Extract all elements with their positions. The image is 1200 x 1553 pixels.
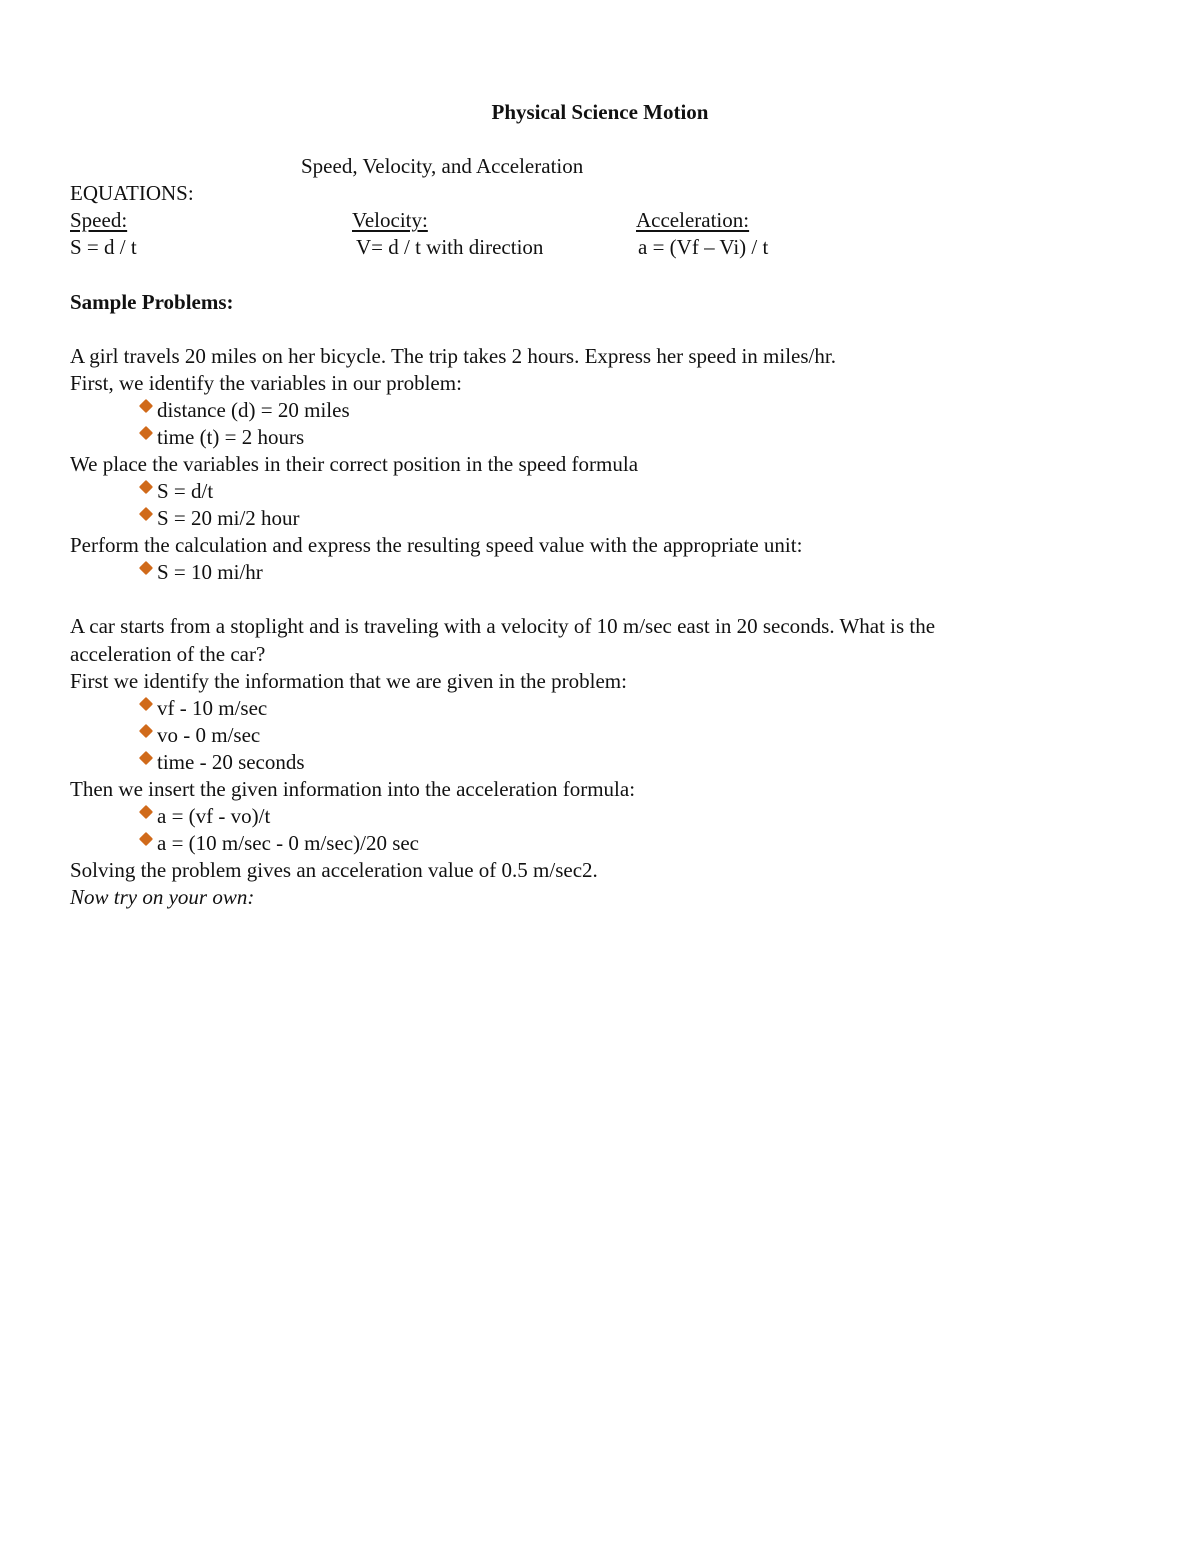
- problem2-statement-line2: acceleration of the car?: [70, 642, 266, 666]
- problem1-step3: Perform the calculation and express the resulting speed value with the appropriate unit:: [70, 533, 803, 557]
- problem2-step2: Then we insert the given information into the acceleration formula:: [70, 777, 636, 801]
- velocity-label: Velocity:: [352, 208, 428, 232]
- diamond-bullet-icon: [139, 426, 153, 440]
- list-item: S = 20 mi/2 hour: [141, 505, 300, 532]
- diamond-bullet-icon: [139, 805, 153, 819]
- diamond-bullet-icon: [139, 724, 153, 738]
- list-item: S = d/t: [141, 478, 213, 505]
- speed-formula: S = d / t: [70, 235, 137, 259]
- problem1-step1: First, we identify the variables in our problem:: [70, 371, 462, 395]
- problem2-statement-line1: A car starts from a stoplight and is traveling with a velocity of 10 m/sec east in 20 seconds. What is the: [70, 614, 936, 638]
- diamond-bullet-icon: [139, 507, 153, 521]
- diamond-bullet-icon: [139, 561, 153, 575]
- diamond-bullet-icon: [139, 480, 153, 494]
- diamond-bullet-icon: [139, 399, 153, 413]
- sample-problems-heading: Sample Problems:: [70, 290, 234, 314]
- list-item: a = (10 m/sec - 0 m/sec)/20 sec: [141, 830, 419, 857]
- list-item: time - 20 seconds: [141, 749, 305, 776]
- diamond-bullet-icon: [139, 832, 153, 846]
- list-item: time (t) = 2 hours: [141, 424, 304, 451]
- diamond-bullet-icon: [139, 697, 153, 711]
- problem1-statement: A girl travels 20 miles on her bicycle. The trip takes 2 hours. Express her speed in miles/hr.: [70, 344, 836, 368]
- problem2-step1: First we identify the information that we are given in the problem:: [70, 669, 627, 693]
- subtitle: Speed, Velocity, and Acceleration: [301, 154, 584, 178]
- list-item: vo - 0 m/sec: [141, 722, 260, 749]
- list-item: distance (d) = 20 miles: [141, 397, 350, 424]
- equations-heading: EQUATIONS:: [70, 181, 194, 205]
- page-title: Physical Science Motion: [491, 100, 709, 124]
- acceleration-label: Acceleration:: [636, 208, 750, 232]
- list-item: vf - 10 m/sec: [141, 695, 267, 722]
- problem1-step2: We place the variables in their correct position in the speed formula: [70, 452, 639, 476]
- diamond-bullet-icon: [139, 751, 153, 765]
- problem2-conclusion: Solving the problem gives an acceleration value of 0.5 m/sec2.: [70, 858, 598, 882]
- speed-label: Speed:: [70, 208, 128, 232]
- acceleration-formula: a = (Vf – Vi) / t: [638, 235, 769, 259]
- list-item: S = 10 mi/hr: [141, 559, 263, 586]
- list-item: a = (vf - vo)/t: [141, 803, 270, 830]
- velocity-formula: V= d / t with direction: [356, 235, 544, 259]
- try-on-your-own: Now try on your own:: [70, 885, 255, 909]
